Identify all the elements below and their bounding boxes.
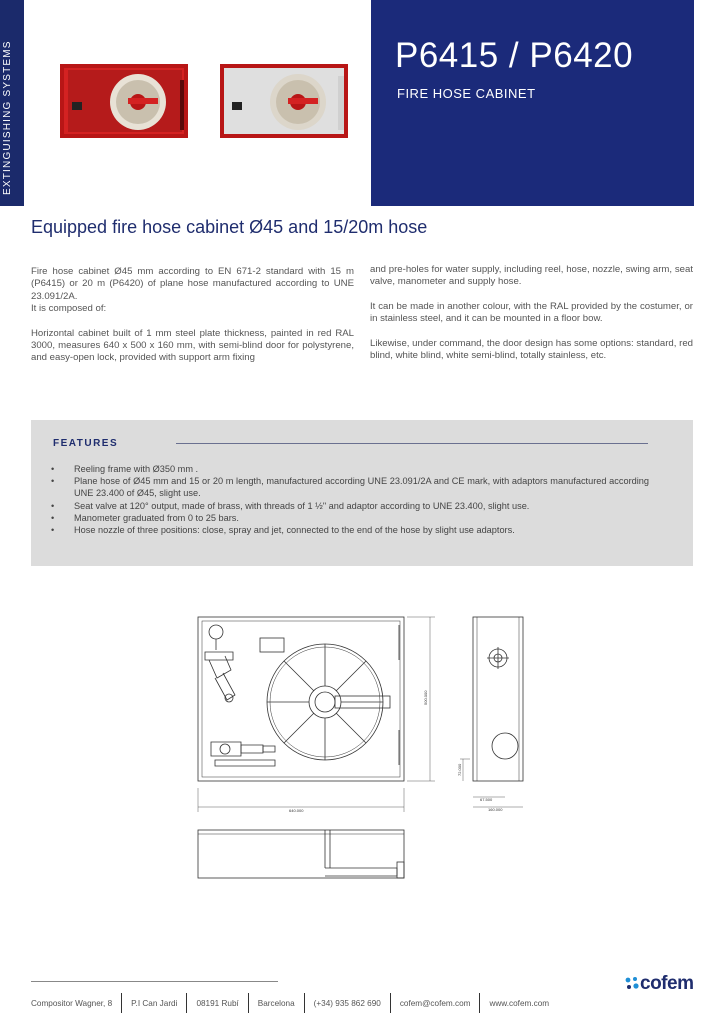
body-paragraph: It is composed of: bbox=[31, 303, 107, 315]
features-list bbox=[49, 463, 649, 536]
footer-city: Barcelona bbox=[257, 998, 295, 1008]
footer-area: P.I Can Jardi bbox=[131, 998, 178, 1008]
footer-address: Compositor Wagner, 8 bbox=[31, 998, 113, 1008]
footer-separator bbox=[121, 993, 122, 1013]
logo-text: cofem bbox=[640, 973, 694, 994]
body-paragraph: Likewise, under command, the door design has some options: standard, red blind, white blind, white semi-blind, totally stainless, etc. bbox=[370, 337, 693, 362]
feature-item: • Reeling frame with Ø350 mm . bbox=[49, 463, 649, 475]
manometer-symbol bbox=[209, 625, 223, 639]
technical-drawing bbox=[185, 600, 530, 900]
footer-rule bbox=[31, 981, 278, 982]
footer-email[interactable]: cofem@cofem.com bbox=[399, 998, 471, 1008]
body-paragraph: Horizontal cabinet built of 1 mm steel plate thickness, painted in red RAL 3000, measures 640 x 500 x 160 mm, with semi-blind door for polystyrene, and easy-open lock, provided with support arm fixing bbox=[31, 327, 354, 364]
footer-phone: (+34) 935 862 690 bbox=[313, 998, 381, 1008]
features-divider bbox=[176, 443, 648, 444]
model-title: P6415 / P6420 bbox=[395, 36, 634, 75]
page-heading: Equipped fire hose cabinet Ø45 and 15/20m hose bbox=[31, 217, 428, 237]
feature-item: • Hose nozzle of three positions: close, spray and jet, connected to the end of the hose by slight use adaptors. bbox=[49, 524, 649, 536]
footer-separator bbox=[304, 993, 305, 1013]
red-cabinet-photo bbox=[58, 62, 190, 140]
features-title: FEATURES bbox=[53, 438, 119, 449]
body-paragraph: Fire hose cabinet Ø45 mm according to EN 671-2 standard with 15 m (P6415) or 20 m (P6420) of plane hose manufactured according to UNE 23.091/2A. bbox=[31, 266, 354, 302]
supply-hole bbox=[492, 733, 518, 759]
footer-postcode: 08191 Rubí bbox=[196, 998, 239, 1008]
side-category-label: EXTINGUISHING SYSTEMS bbox=[2, 40, 13, 195]
features-panel bbox=[31, 420, 693, 566]
feature-item: • Plane hose of Ø45 mm and 15 or 20 m length, manufactured according UNE 23.091/2A and CE mark, with adaptors manufactured according UNE 23.400 of Ø45, slight use. bbox=[49, 475, 649, 499]
feature-item: • Seat valve at 120° output, made of brass, with threads of 1 ½" and adaptor according to UNE 23.400, slight use. bbox=[49, 500, 649, 512]
product-subtitle: FIRE HOSE CABINET bbox=[397, 86, 536, 101]
logo-mark-icon bbox=[624, 976, 640, 992]
footer-separator bbox=[248, 993, 249, 1013]
footer-separator bbox=[186, 993, 187, 1013]
body-left-column bbox=[31, 266, 354, 377]
white-door-cabinet-photo bbox=[218, 62, 350, 140]
dim-depth-small-label: 67.500 bbox=[480, 797, 493, 802]
body-paragraph: It can be made in another colour, with the RAL provided by the costumer, or in stainless steel, and it can be mounted in a floor bow. bbox=[370, 300, 693, 325]
side-view-outline bbox=[473, 617, 523, 781]
dim-height-label: 500.000 bbox=[423, 690, 428, 705]
title-box bbox=[371, 0, 694, 206]
feature-item: • Manometer graduated from 0 to 25 bars. bbox=[49, 512, 649, 524]
footer-separator bbox=[390, 993, 391, 1013]
footer-separator bbox=[479, 993, 480, 1013]
side-bar bbox=[0, 0, 24, 206]
footer-web[interactable]: www.cofem.com bbox=[489, 998, 550, 1008]
footer bbox=[31, 992, 591, 1014]
cofem-logo bbox=[624, 973, 696, 995]
body-right-column bbox=[370, 264, 693, 374]
dim-inlet-label: 72.000 bbox=[457, 763, 462, 776]
body-paragraph: and pre-holes for water supply, including reel, hose, nozzle, swing arm, seat valve, manometer and supply hose. bbox=[370, 264, 693, 288]
dim-width-label: 640.000 bbox=[289, 808, 304, 813]
dim-depth-label: 160.000 bbox=[488, 807, 503, 812]
bottom-view-outline bbox=[198, 830, 404, 878]
